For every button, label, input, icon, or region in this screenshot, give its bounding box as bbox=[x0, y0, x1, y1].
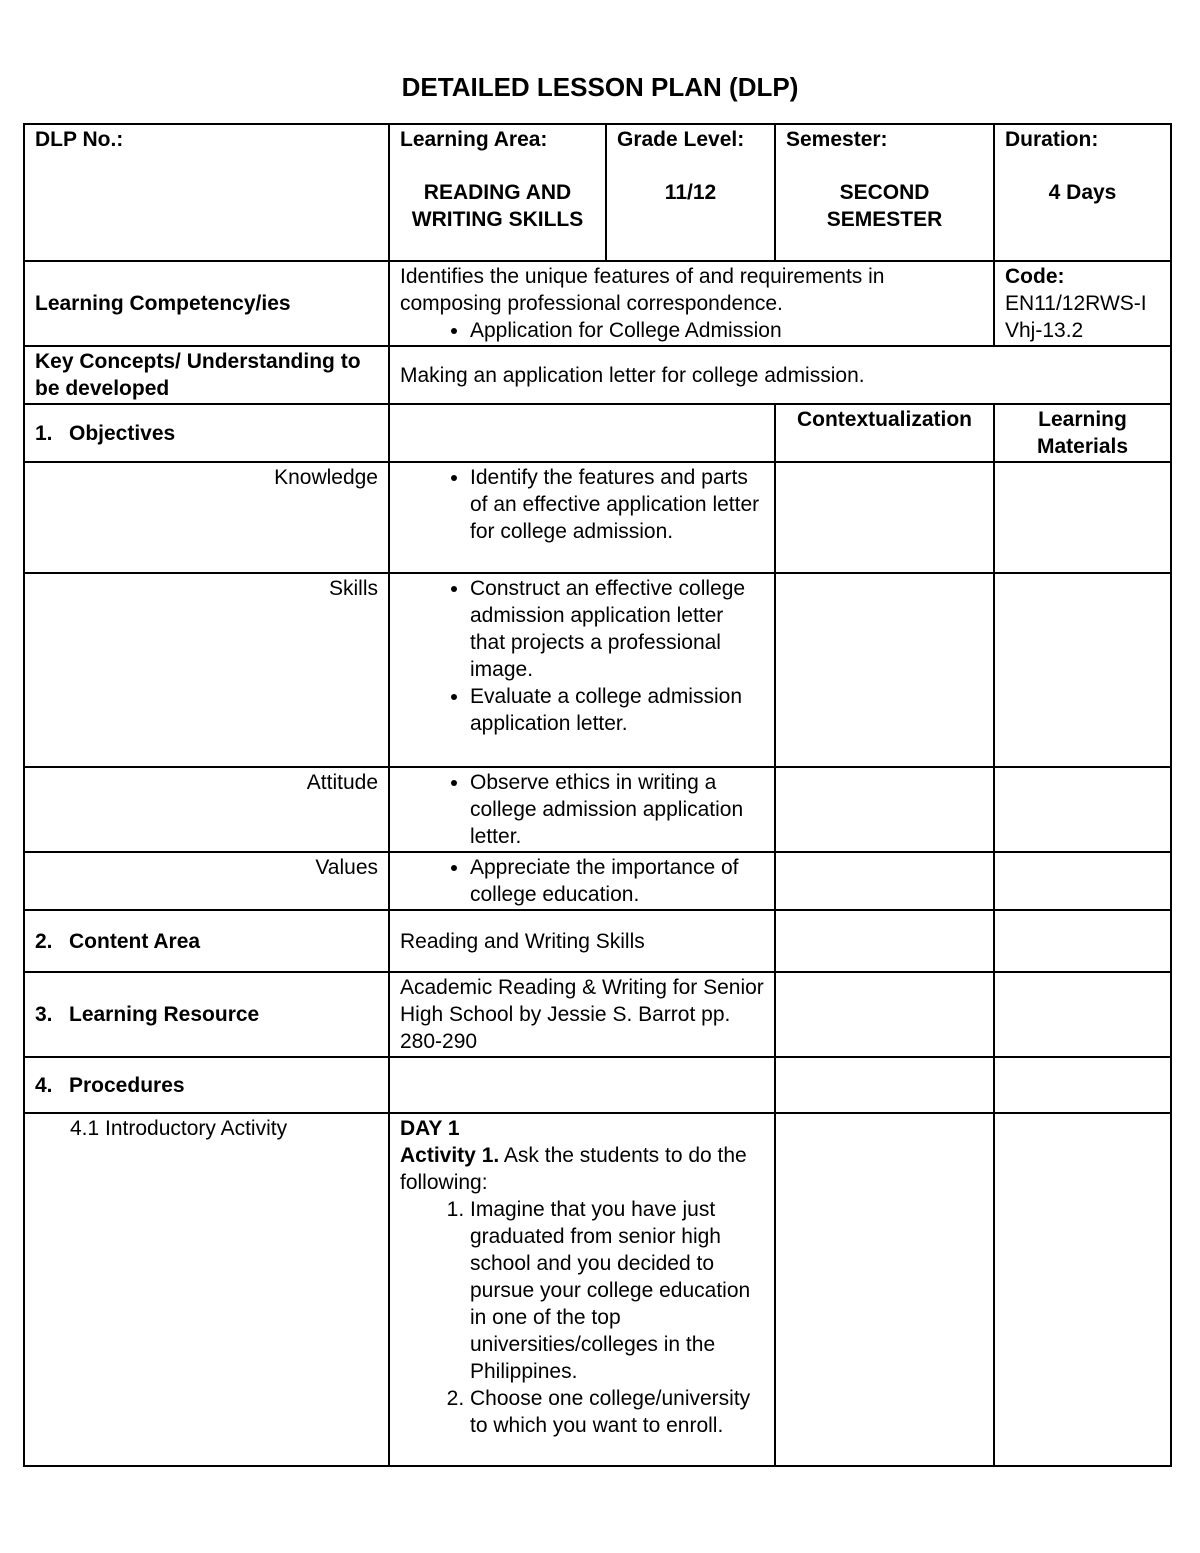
activity-step-1: 1. Imagine that you have just graduated from senior high school and you decided to pursue your college education in one of the top universities/colleges in the Philippines. bbox=[470, 1196, 764, 1385]
activity-text: Ask the students to do the following: bbox=[400, 1144, 747, 1194]
learning-resource-text: Academic Reading & Writing for Senior High School by Jessie S. Barrot pp. 280-290 bbox=[400, 976, 764, 1053]
dlp-no-label: DLP No.: bbox=[35, 128, 124, 151]
content-area-number: 2. bbox=[35, 929, 53, 953]
activity-title: Activity 1. bbox=[400, 1144, 500, 1167]
key-concepts-text: Making an application letter for college admission. bbox=[400, 363, 865, 387]
semester-cell bbox=[775, 124, 994, 261]
key-concepts-label: Key Concepts/ Understanding to be developed bbox=[35, 350, 361, 400]
code-label: Code: bbox=[1005, 265, 1065, 288]
learning-area-label: Learning Area: bbox=[400, 128, 548, 151]
content-area-text: Reading and Writing Skills bbox=[400, 929, 645, 953]
competency-text-cell bbox=[389, 261, 994, 346]
grade-level-value: 11/12 bbox=[664, 181, 717, 204]
learning-resource-context-cell bbox=[775, 972, 994, 1057]
duration-cell bbox=[994, 124, 1171, 261]
content-area-text-cell bbox=[389, 910, 775, 972]
document-title: DETAILED LESSON PLAN (DLP) bbox=[401, 72, 799, 102]
code-value: EN11/12RWS-IVhj-13.2 bbox=[1005, 292, 1147, 342]
values-materials-cell bbox=[994, 852, 1171, 910]
attitude-label: Attitude bbox=[306, 771, 378, 794]
competency-row bbox=[24, 261, 1171, 346]
procedures-context-cell bbox=[775, 1057, 994, 1113]
key-concepts-text-cell bbox=[389, 346, 1171, 404]
intro-activity-label: 4.1 Introductory Activity bbox=[70, 1117, 288, 1140]
procedures-materials-cell bbox=[994, 1057, 1171, 1113]
content-area-label: Content Area bbox=[69, 929, 201, 953]
skills-label-cell bbox=[24, 573, 389, 767]
grade-level-label: Grade Level: bbox=[617, 128, 745, 151]
duration-label: Duration: bbox=[1005, 128, 1099, 151]
skills-row bbox=[24, 573, 1171, 767]
learning-resource-label-cell bbox=[24, 972, 389, 1057]
objectives-blank-cell bbox=[389, 404, 775, 462]
content-area-materials-cell bbox=[994, 910, 1171, 972]
knowledge-label: Knowledge bbox=[274, 466, 378, 489]
competency-label-cell bbox=[24, 261, 389, 346]
key-concepts-label-cell bbox=[24, 346, 389, 404]
competency-bullet: • Application for College Admission bbox=[470, 317, 983, 344]
semester-value-1: SECOND bbox=[839, 181, 930, 204]
learning-resource-label: Learning Resource bbox=[69, 1003, 260, 1026]
learning-area-value-1: READING AND bbox=[423, 181, 572, 204]
content-area-row bbox=[24, 910, 1171, 972]
header-row bbox=[24, 124, 1171, 261]
values-item: • Appreciate the importance of college education. bbox=[470, 854, 764, 908]
content-area-label-cell bbox=[24, 910, 389, 972]
learning-resource-text-cell bbox=[389, 972, 775, 1057]
competency-text: Identifies the unique features of and requirements in composing professional correspondence. bbox=[400, 265, 885, 315]
knowledge-row bbox=[24, 462, 1171, 573]
procedures-row bbox=[24, 1057, 1171, 1113]
lesson-plan-table bbox=[23, 123, 1172, 1467]
competency-label: Learning Competency/ies bbox=[35, 292, 291, 315]
skills-label: Skills bbox=[328, 577, 378, 600]
learning-resource-row bbox=[24, 972, 1171, 1057]
knowledge-context-cell bbox=[775, 462, 994, 573]
learning-area-cell bbox=[389, 124, 606, 261]
semester-value-2: SEMESTER bbox=[826, 208, 943, 231]
attitude-context-cell bbox=[775, 767, 994, 852]
learning-resource-materials-cell bbox=[994, 972, 1171, 1057]
activity-paragraph bbox=[400, 1142, 764, 1196]
procedures-number: 4. bbox=[35, 1073, 53, 1097]
attitude-row bbox=[24, 767, 1171, 852]
contextualization-label: Contextualization bbox=[796, 408, 972, 431]
contextualization-header bbox=[775, 404, 994, 462]
attitude-materials-cell bbox=[994, 767, 1171, 852]
values-label: Values bbox=[315, 856, 378, 879]
objectives-number: 1. bbox=[35, 421, 53, 445]
values-items-cell bbox=[389, 852, 775, 910]
knowledge-label-cell bbox=[24, 462, 389, 573]
skills-items-cell bbox=[389, 573, 775, 767]
activity-step-2: 2. Choose one college/university to which you want to enroll. bbox=[470, 1385, 764, 1439]
objectives-label-cell bbox=[24, 404, 389, 462]
intro-activity-context-cell bbox=[775, 1113, 994, 1466]
learning-resource-number: 3. bbox=[35, 1003, 53, 1026]
day-label: DAY 1 bbox=[400, 1117, 460, 1140]
dlp-no-cell bbox=[24, 124, 389, 261]
attitude-items-cell bbox=[389, 767, 775, 852]
objectives-label: Objectives bbox=[69, 421, 176, 445]
skills-context-cell bbox=[775, 573, 994, 767]
code-cell bbox=[994, 261, 1171, 346]
semester-label: Semester: bbox=[786, 128, 888, 151]
learning-materials-label: Learning Materials bbox=[1036, 408, 1129, 458]
intro-activity-label-cell bbox=[24, 1113, 389, 1466]
attitude-item: • Observe ethics in writing a college admission application letter. bbox=[470, 769, 764, 850]
skills-item-1: • Construct an effective college admission application letter that projects a professional image. bbox=[470, 575, 764, 683]
values-context-cell bbox=[775, 852, 994, 910]
intro-activity-row bbox=[24, 1113, 1171, 1466]
values-label-cell bbox=[24, 852, 389, 910]
knowledge-item: • Identify the features and parts of an effective application letter for college admission. bbox=[470, 464, 764, 545]
procedures-blank-cell bbox=[389, 1057, 775, 1113]
grade-level-cell bbox=[606, 124, 775, 261]
knowledge-items-cell bbox=[389, 462, 775, 573]
skills-materials-cell bbox=[994, 573, 1171, 767]
content-area-context-cell bbox=[775, 910, 994, 972]
duration-value: 4 Days bbox=[1048, 181, 1117, 204]
intro-activity-materials-cell bbox=[994, 1113, 1171, 1466]
knowledge-materials-cell bbox=[994, 462, 1171, 573]
attitude-label-cell bbox=[24, 767, 389, 852]
learning-area-value-2: WRITING SKILLS bbox=[411, 208, 584, 231]
procedures-label: Procedures bbox=[69, 1073, 185, 1097]
key-concepts-row bbox=[24, 346, 1171, 404]
skills-item-2: • Evaluate a college admission application letter. bbox=[470, 683, 764, 737]
intro-activity-text-cell bbox=[389, 1113, 775, 1466]
values-row bbox=[24, 852, 1171, 910]
learning-materials-header bbox=[994, 404, 1171, 462]
procedures-label-cell bbox=[24, 1057, 389, 1113]
objectives-row bbox=[24, 404, 1171, 462]
